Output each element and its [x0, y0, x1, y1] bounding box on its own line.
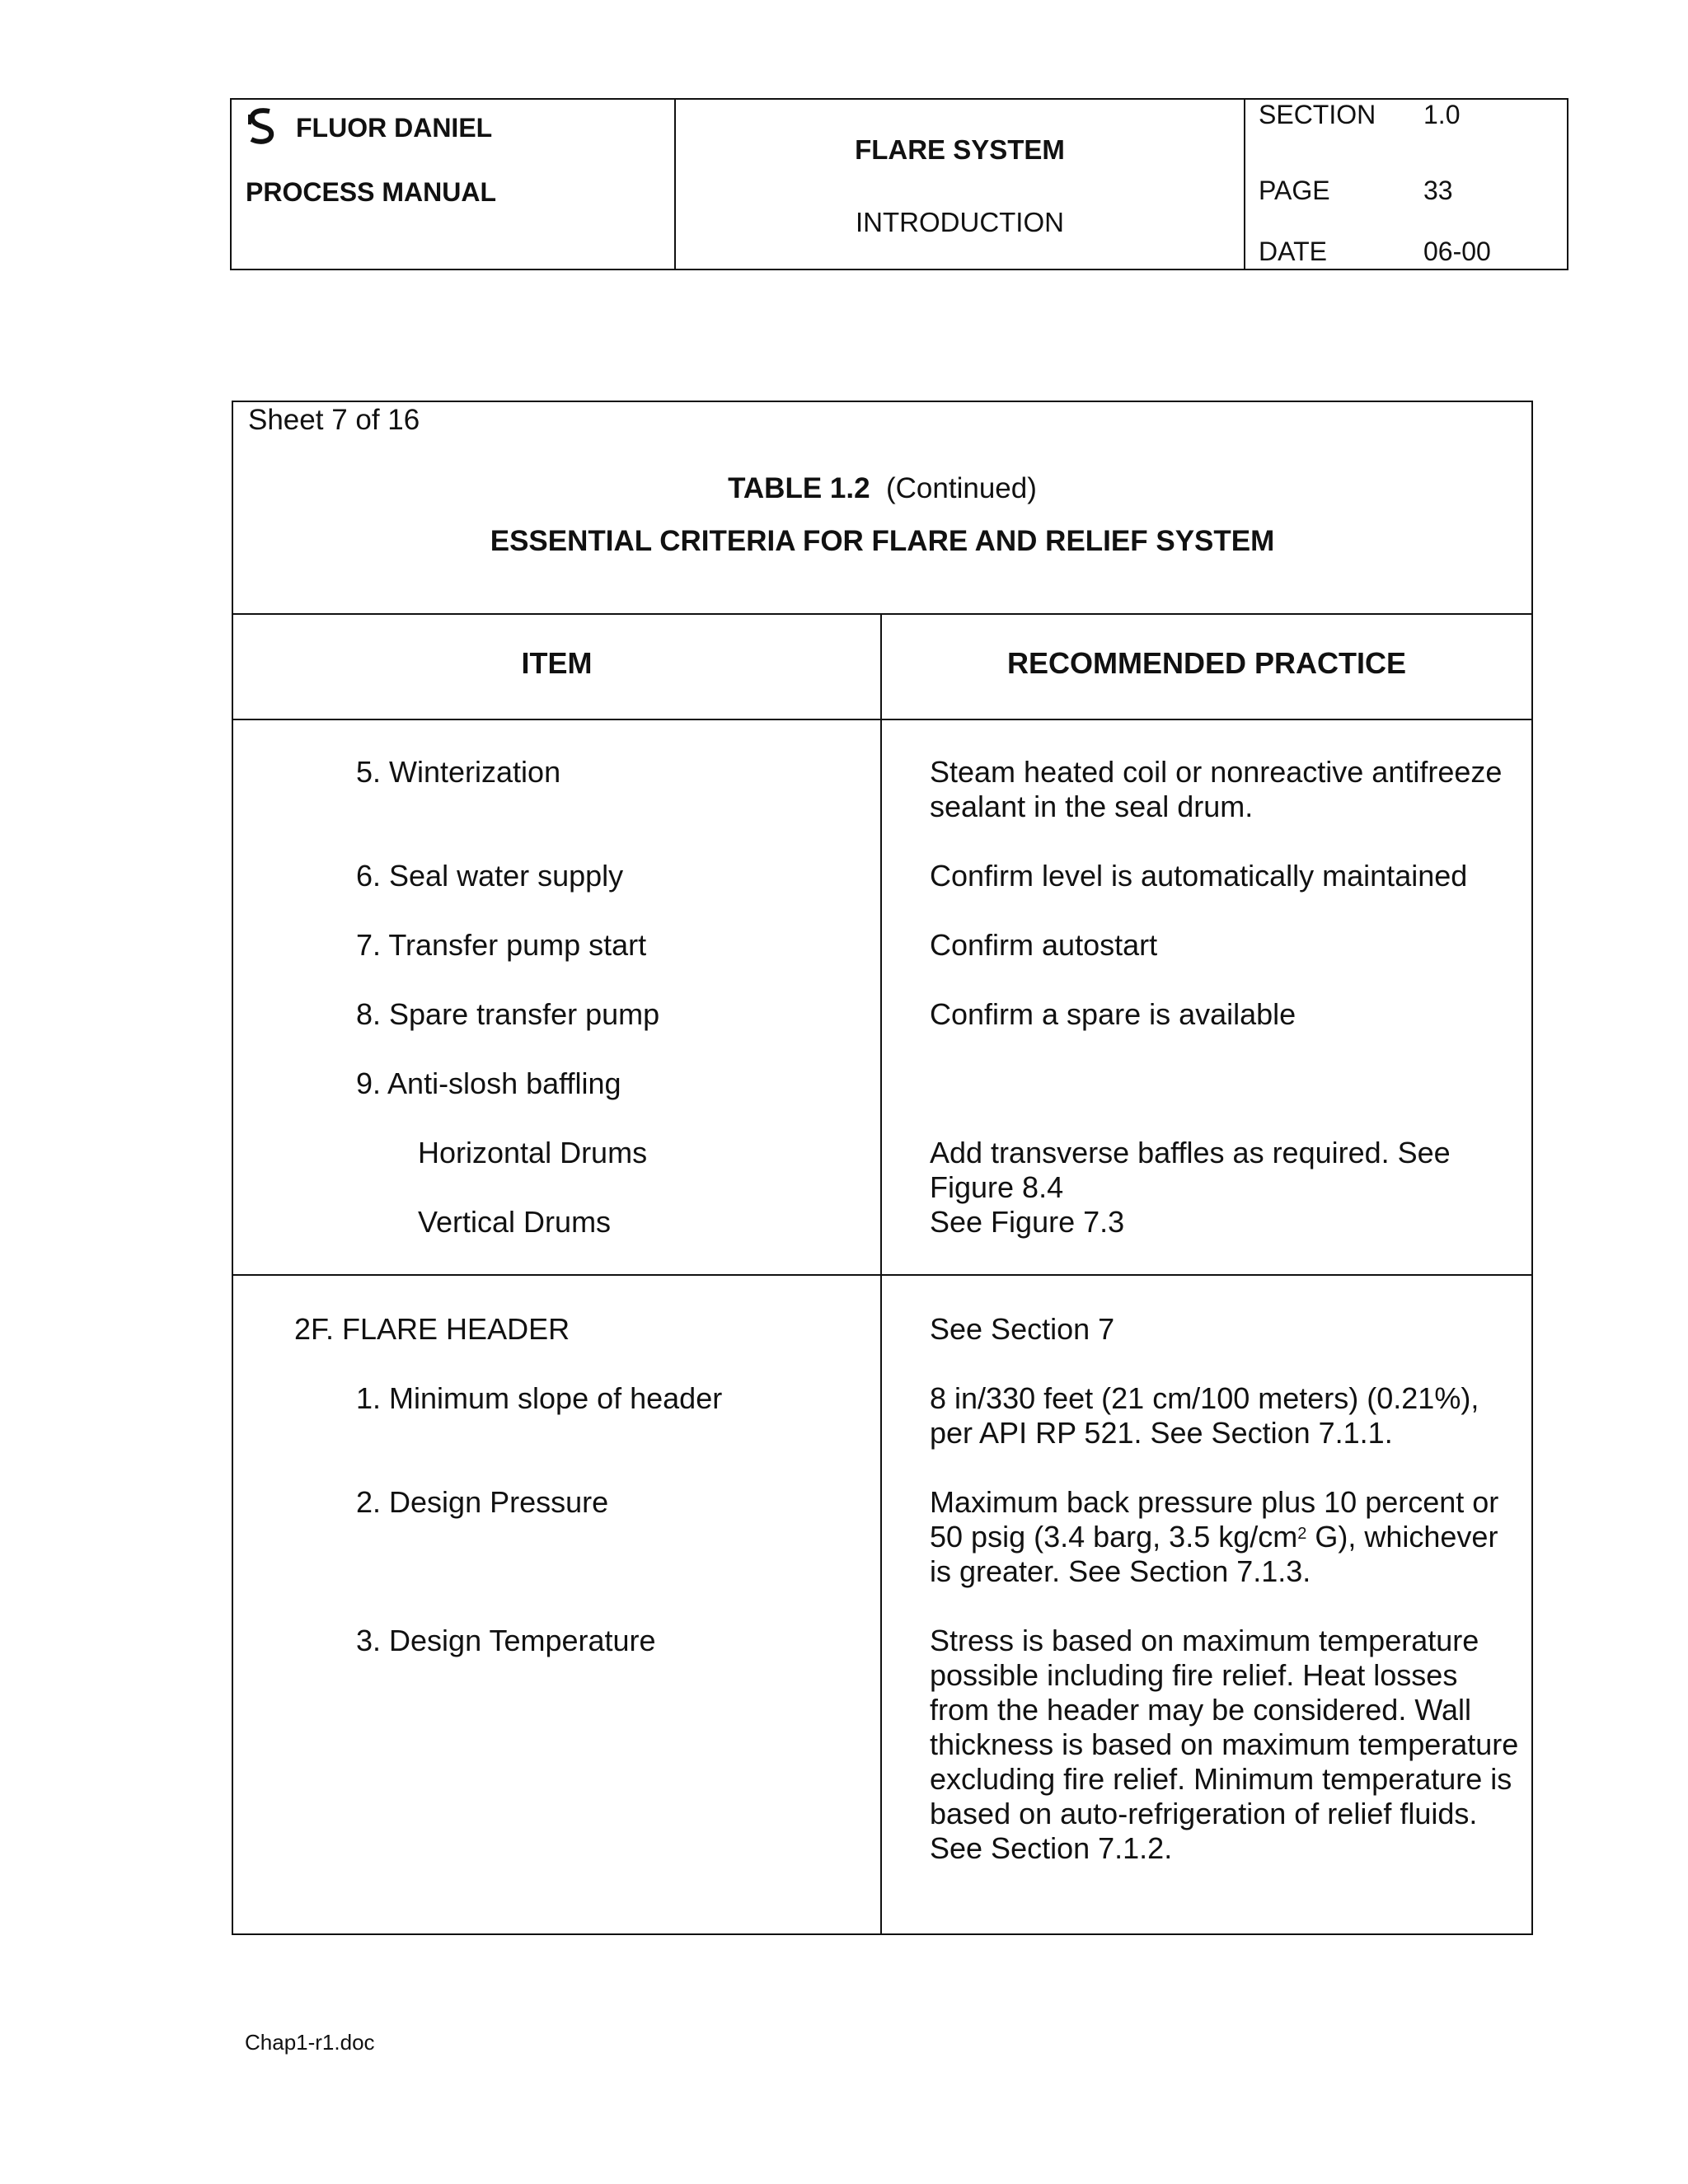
- page-row: [1259, 176, 1453, 206]
- table-row-item: 8. Spare transfer pump: [356, 997, 660, 1031]
- table-row-practice: Add transverse baffles as required. See Figure 8.4: [930, 1136, 1451, 1204]
- header-company-cell: [232, 100, 676, 269]
- table-row-practice: Stress is based on maximum temperature possible including fire relief. Heat losses from the header may be considered. Wall thickness is based on maximum temperature excluding fire relief. Minimum temperature is based on auto-refrigeration of relief fluids. See Section 7.1.2.: [930, 1624, 1519, 1865]
- table-row-item: Horizontal Drums: [418, 1136, 648, 1169]
- table-continued: (Continued): [886, 472, 1037, 504]
- table-title: [233, 472, 1531, 505]
- system-subtitle: INTRODUCTION: [856, 207, 1064, 237]
- column-header-practice: RECOMMENDED PRACTICE: [1006, 646, 1406, 680]
- column-header-row: [233, 613, 1531, 720]
- date-value: 06-00: [1423, 237, 1491, 266]
- header-title-cell: [676, 100, 1245, 269]
- table-row-practice: Steam heated coil or nonreactive antifreeze sealant in the seal drum.: [930, 755, 1503, 823]
- table-subtitle: ESSENTIAL CRITERIA FOR FLARE AND RELIEF SYSTEM: [490, 525, 1275, 557]
- table-row-item: 2. Design Pressure: [356, 1485, 609, 1519]
- section-row: [1259, 100, 1460, 130]
- system-title: FLARE SYSTEM: [855, 134, 1065, 165]
- practice-text-part: Maximum back pressure plus 10 percent or 50 psig (3.4 barg, 3.5 kg/cm: [930, 1485, 1499, 1554]
- table-row-practice: Confirm a spare is available: [930, 997, 1296, 1031]
- sheet-number: Sheet 7 of 16: [248, 404, 420, 436]
- section-heading-practice: See Section 7: [930, 1312, 1115, 1346]
- header-meta-cell: [1245, 100, 1567, 269]
- page-label: PAGE: [1259, 176, 1330, 205]
- section-divider: [233, 1274, 1531, 1276]
- footer-filename: Chap1-r1.doc: [245, 2030, 375, 2055]
- table-row-item: 9. Anti-slosh baffling: [356, 1066, 621, 1100]
- table-row-item: Vertical Drums: [418, 1205, 612, 1239]
- table-row-practice: See Figure 7.3: [930, 1205, 1125, 1239]
- column-divider: [880, 613, 882, 1933]
- table-row-practice: Confirm autostart: [930, 928, 1158, 962]
- table-row-item: 3. Design Temperature: [356, 1624, 656, 1657]
- table-row-practice: Confirm level is automatically maintained: [930, 859, 1468, 893]
- section-heading-item: 2F. FLARE HEADER: [294, 1312, 570, 1346]
- document-header: [230, 98, 1568, 270]
- section-label: SECTION: [1259, 100, 1376, 129]
- superscript: 2: [1297, 1525, 1307, 1543]
- date-label: DATE: [1259, 237, 1327, 266]
- table-row-item: 6. Seal water supply: [356, 859, 624, 893]
- manual-name: PROCESS MANUAL: [246, 177, 497, 207]
- column-header-item: ITEM: [521, 646, 593, 680]
- section-value: 1.0: [1423, 100, 1461, 129]
- practice-text-part: G), whichever is greater. See Section 7.1.3.: [930, 1520, 1498, 1588]
- table-row-item: 5. Winterization: [356, 755, 561, 789]
- date-row: [1259, 237, 1491, 267]
- table-number: TABLE 1.2: [728, 472, 870, 504]
- company-name: FLUOR DANIEL: [296, 113, 493, 143]
- table-title-section: [233, 402, 1531, 615]
- table-row-item: 7. Transfer pump start: [356, 928, 647, 962]
- criteria-table: [232, 401, 1533, 1935]
- page-value: 33: [1423, 176, 1453, 205]
- fluor-daniel-logo-icon: [245, 106, 279, 146]
- table-row-practice: [930, 1485, 1523, 1589]
- table-row-item: 1. Minimum slope of header: [356, 1381, 723, 1415]
- table-row-practice: 8 in/330 feet (21 cm/100 meters) (0.21%), per API RP 521. See Section 7.1.1.: [930, 1381, 1479, 1450]
